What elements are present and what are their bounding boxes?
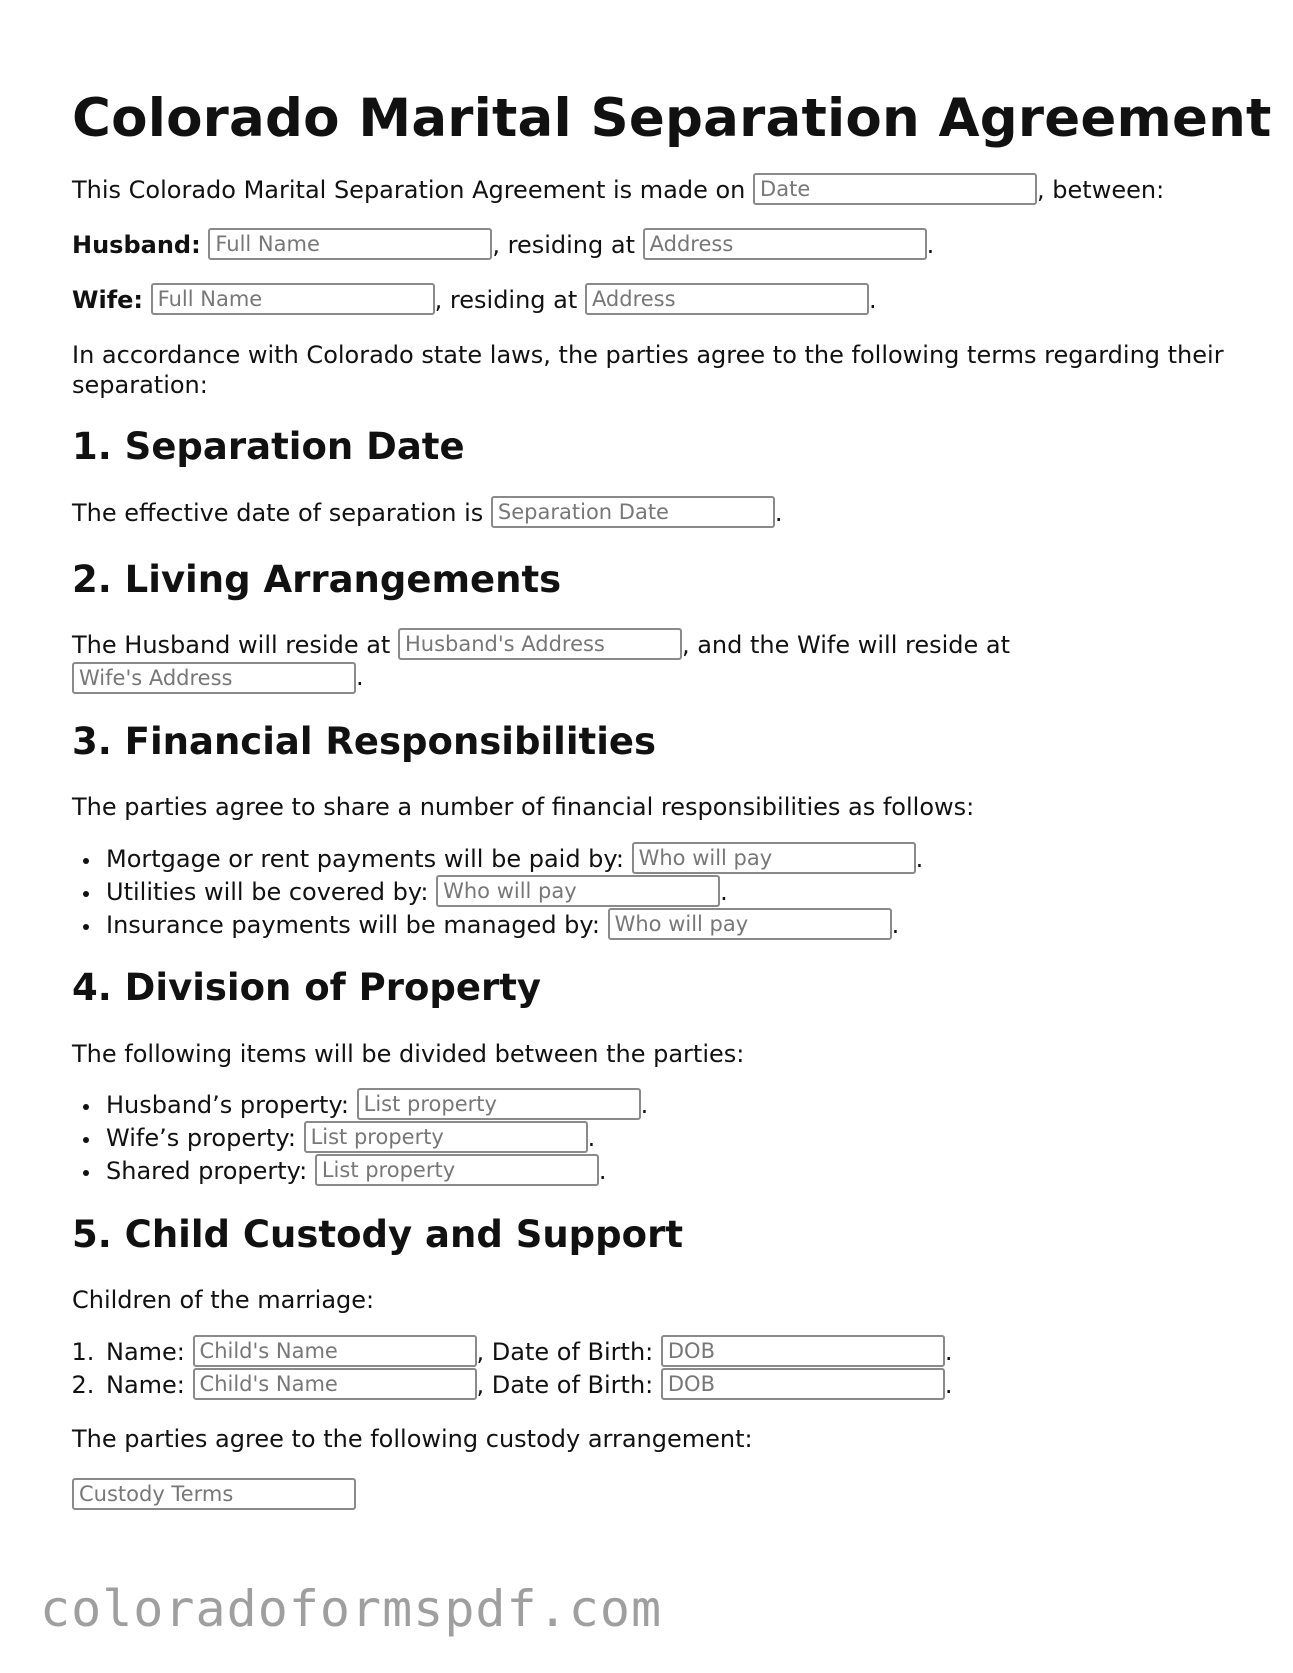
separation-date-input[interactable] xyxy=(491,496,775,528)
child-name-label: Name: xyxy=(106,1371,185,1399)
children-intro: Children of the marriage: xyxy=(72,1286,375,1314)
living-text-husband: The Husband will reside at xyxy=(72,631,391,659)
separation-date-end: . xyxy=(774,499,783,527)
list-item xyxy=(102,1089,648,1122)
watermark: coloradoformspdf.com xyxy=(40,1580,663,1638)
list-item xyxy=(102,1122,648,1155)
husband-address-input[interactable] xyxy=(643,228,927,260)
section-4-heading: 4. Division of Property xyxy=(72,966,542,1009)
child-name-label: Name: xyxy=(106,1338,185,1366)
list-item xyxy=(102,843,923,876)
financial-list xyxy=(102,843,923,942)
husband-label: Husband: xyxy=(72,231,201,259)
child-dob-label: , Date of Birth: xyxy=(476,1371,654,1399)
husband-residence-input[interactable] xyxy=(398,628,682,660)
property-list xyxy=(102,1089,648,1188)
mortgage-label: Mortgage or rent payments will be paid by: xyxy=(106,845,624,873)
separation-date-line xyxy=(72,498,783,528)
wife-line xyxy=(72,285,877,315)
list-item xyxy=(102,876,923,909)
custody-terms-input[interactable] xyxy=(72,1478,356,1510)
children-list xyxy=(102,1336,953,1402)
custody-line xyxy=(72,1478,356,1510)
separation-date-text: The effective date of separation is xyxy=(72,499,484,527)
utilities-payer-input[interactable] xyxy=(436,875,720,907)
utilities-label: Utilities will be covered by: xyxy=(106,878,429,906)
agreement-date-input[interactable] xyxy=(753,173,1037,205)
page-title: Colorado Marital Separation Agreement xyxy=(72,88,1272,149)
list-item-end: . xyxy=(640,1091,649,1119)
shared-property-input[interactable] xyxy=(315,1154,599,1186)
wife-line-end: . xyxy=(868,286,877,314)
section-5-heading: 5. Child Custody and Support xyxy=(72,1213,684,1256)
list-item-end: . xyxy=(891,911,900,939)
wife-label: Wife: xyxy=(72,286,144,314)
list-item xyxy=(102,1336,953,1369)
husband-residing: , residing at xyxy=(492,231,635,259)
list-item-end: . xyxy=(598,1157,607,1185)
list-item-end: . xyxy=(587,1124,596,1152)
child-dob-label: , Date of Birth: xyxy=(476,1338,654,1366)
insurance-label: Insurance payments will be managed by: xyxy=(106,911,600,939)
custody-text: The parties agree to the following custody arrangement: xyxy=(72,1425,753,1453)
husband-property-label: Husband’s property: xyxy=(106,1091,349,1119)
child-1-name-input[interactable] xyxy=(193,1335,477,1367)
living-line-2 xyxy=(72,662,364,694)
list-item xyxy=(102,1369,953,1402)
list-item xyxy=(102,1155,648,1188)
shared-property-label: Shared property: xyxy=(106,1157,308,1185)
list-item xyxy=(102,909,923,942)
property-intro: The following items will be divided between the parties: xyxy=(72,1040,745,1068)
child-2-dob-input[interactable] xyxy=(661,1368,945,1400)
financial-intro: The parties agree to share a number of financial responsibilities as follows: xyxy=(72,793,975,821)
wife-residing: , residing at xyxy=(434,286,578,314)
living-end: . xyxy=(356,663,364,691)
accordance-paragraph: In accordance with Colorado state laws, the parties agree to the following terms regarding their separation: xyxy=(72,341,1224,399)
intro-text: This Colorado Marital Separation Agreement is made on xyxy=(72,176,746,204)
section-2-heading: 2. Living Arrangements xyxy=(72,558,562,601)
mortgage-payer-input[interactable] xyxy=(632,842,916,874)
husband-line xyxy=(72,230,934,260)
husband-name-input[interactable] xyxy=(208,228,492,260)
child-1-dob-input[interactable] xyxy=(661,1335,945,1367)
intro-line xyxy=(72,175,1164,205)
list-item-end: . xyxy=(944,1371,953,1399)
wife-property-input[interactable] xyxy=(304,1121,588,1153)
list-item-end: . xyxy=(944,1338,953,1366)
child-2-name-input[interactable] xyxy=(193,1368,477,1400)
section-1-heading: 1. Separation Date xyxy=(72,425,465,468)
living-line-1 xyxy=(72,630,1010,660)
living-text-wife: , and the Wife will reside at xyxy=(681,631,1011,659)
wife-name-input[interactable] xyxy=(151,283,435,315)
wife-property-label: Wife’s property: xyxy=(106,1124,296,1152)
wife-address-input[interactable] xyxy=(585,283,869,315)
husband-property-input[interactable] xyxy=(357,1088,641,1120)
intro-between: , between: xyxy=(1037,176,1165,204)
list-item-end: . xyxy=(720,878,728,906)
wife-residence-input[interactable] xyxy=(72,662,356,694)
husband-line-end: . xyxy=(926,231,935,259)
insurance-payer-input[interactable] xyxy=(608,908,892,940)
list-item-end: . xyxy=(915,845,924,873)
section-3-heading: 3. Financial Responsibilities xyxy=(72,720,657,763)
